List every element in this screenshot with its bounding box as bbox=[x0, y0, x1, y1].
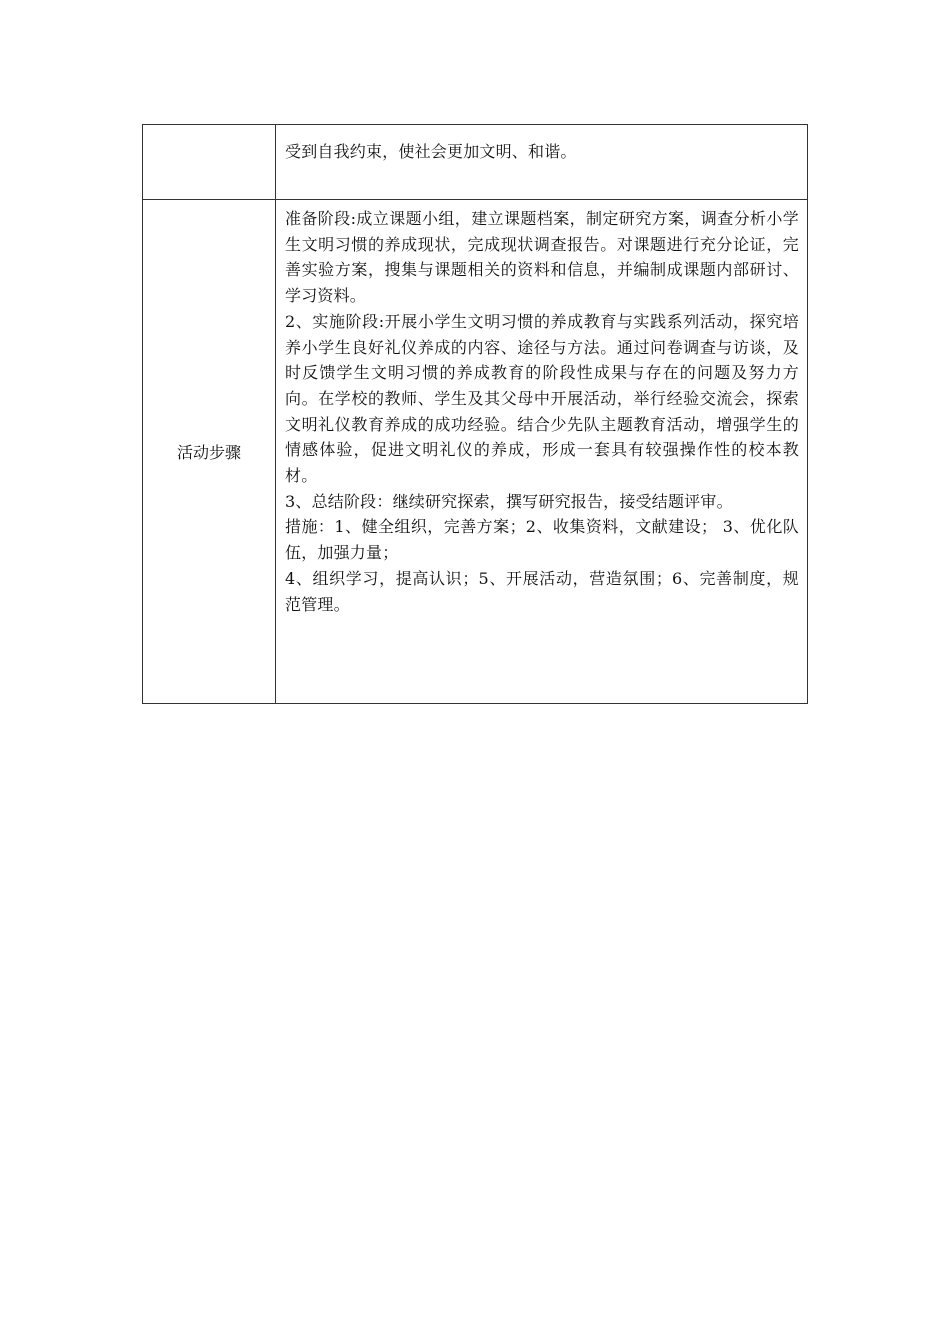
paragraph: 受到自我约束，使社会更加文明、和谐。 bbox=[285, 142, 577, 161]
table-row bbox=[143, 200, 808, 704]
paragraph-measures-continued: 4、组织学习，提高认识；5、开展活动，营造氛围；6、完善制度，规范管理。 bbox=[285, 568, 799, 614]
row-content-cell bbox=[276, 200, 808, 704]
activity-table bbox=[142, 124, 808, 704]
row-content-cell bbox=[276, 125, 808, 200]
paragraph-preparation-stage: 准备阶段:成立课题小组，建立课题档案，制定研究方案，调查分析小学生文明习惯的养成现状，完成现状调查报告。对课题进行充分论证，完善实验方案，搜集与课题相关的资料和信息，并编制成课题内部研讨、学习资料。 bbox=[285, 209, 799, 306]
row-label-cell bbox=[143, 200, 276, 704]
paragraph-implementation-stage: 2、实施阶段:开展小学生文明习惯的养成教育与实践系列活动，探究培养小学生良好礼仪养成的内容、途径与方法。通过问卷调查与访谈，及时反馈学生文明习惯的养成教育的阶段性成果与存在的问题及努力方向。在学校的教师、学生及其父母中开展活动，举行经验交流会，探索文明礼仪教育养成的成功经验。结合少先队主题教育活动，增强学生的情感体验，促进文明礼仪的养成，形成一套具有较强操作性的校本教材。 bbox=[285, 311, 799, 486]
paragraph-summary-stage: 3、总结阶段：继续研究探索，撰写研究报告，接受结题评审。 bbox=[285, 491, 733, 511]
table-row bbox=[143, 125, 808, 200]
paragraph-measures: 措施：1、健全组织，完善方案；2、收集资料，文献建设； 3、优化队伍，加强力量； bbox=[285, 517, 799, 563]
row-label-activity-steps: 活动步骤 bbox=[176, 443, 241, 462]
row-label-cell bbox=[143, 125, 276, 200]
